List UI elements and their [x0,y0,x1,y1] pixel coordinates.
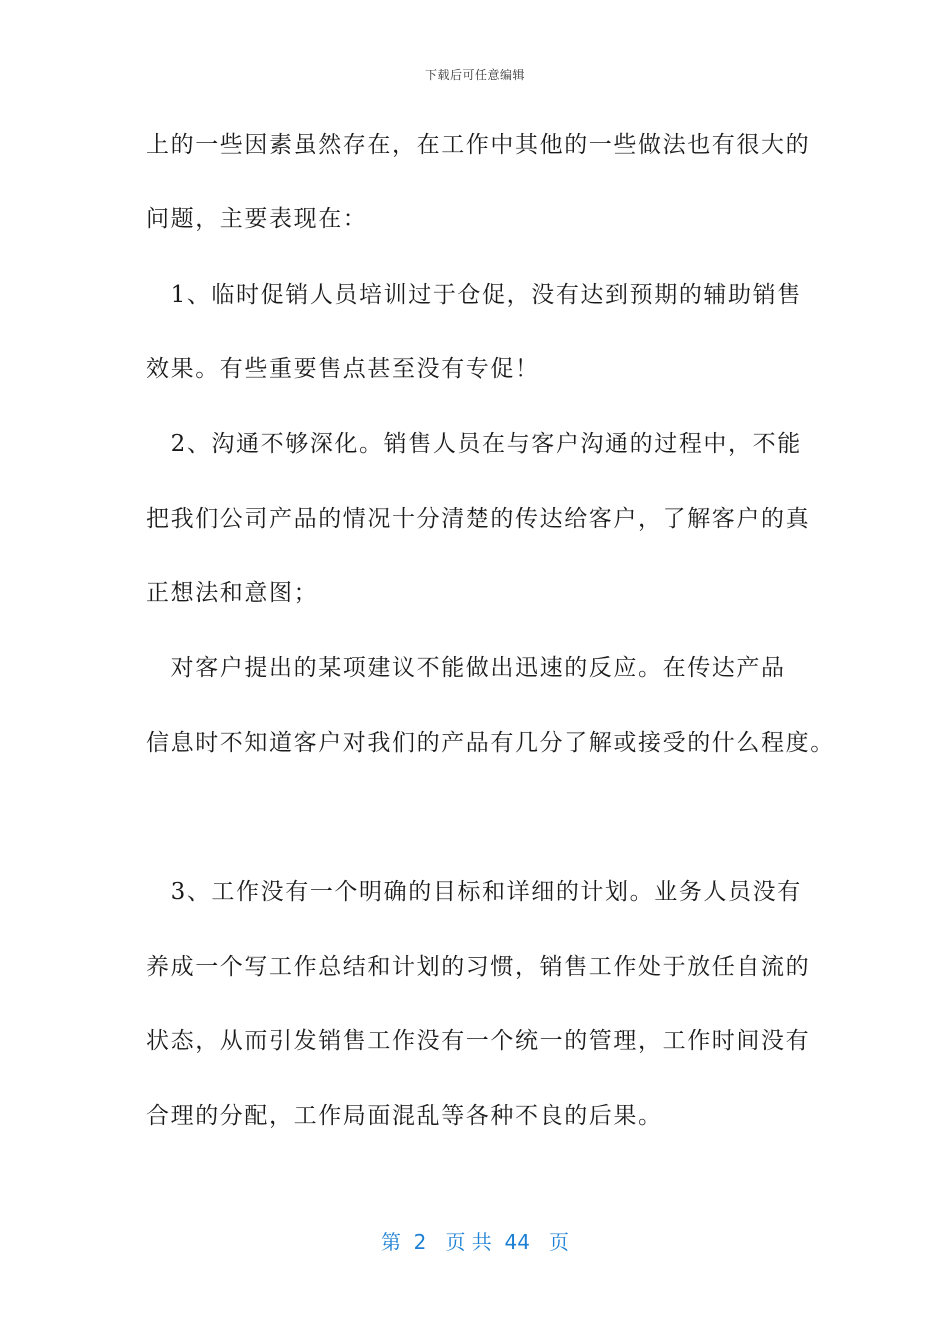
page-number-footer: 第 2 页 共 44 页 [380,1230,570,1254]
body-line-5: 2、沟通不够深化。销售人员在与客户沟通的过程中，不能 [146,431,802,457]
page-header: 下载后可任意编辑 [424,68,525,82]
body-line-13: 合理的分配，工作局面混乱等各种不良的后果。 [146,1103,663,1129]
body-line-7: 正想法和意图； [146,580,319,606]
body-line-3: 1、临时促销人员培训过于仓促，没有达到预期的辅助销售 [146,282,802,308]
body-line-10: 3、工作没有一个明确的目标和详细的计划。业务人员没有 [146,879,802,905]
body-line-2: 问题，主要表现在： [146,206,368,232]
body-line-11: 养成一个写工作总结和计划的习惯，销售工作处于放任自流的 [146,954,811,980]
body-line-6: 把我们公司产品的情况十分清楚的传达给客户，了解客户的真 [146,506,811,532]
body-line-9: 信息时不知道客户对我们的产品有几分了解或接受的什么程度。 [146,730,835,756]
body-line-12: 状态，从而引发销售工作没有一个统一的管理，工作时间没有 [146,1028,811,1054]
body-line-8: 对客户提出的某项建议不能做出迅速的反应。在传达产品 [146,655,786,681]
body-line-4: 效果。有些重要售点甚至没有专促！ [146,356,540,382]
body-line-1: 上的一些因素虽然存在，在工作中其他的一些做法也有很大的 [146,132,811,158]
